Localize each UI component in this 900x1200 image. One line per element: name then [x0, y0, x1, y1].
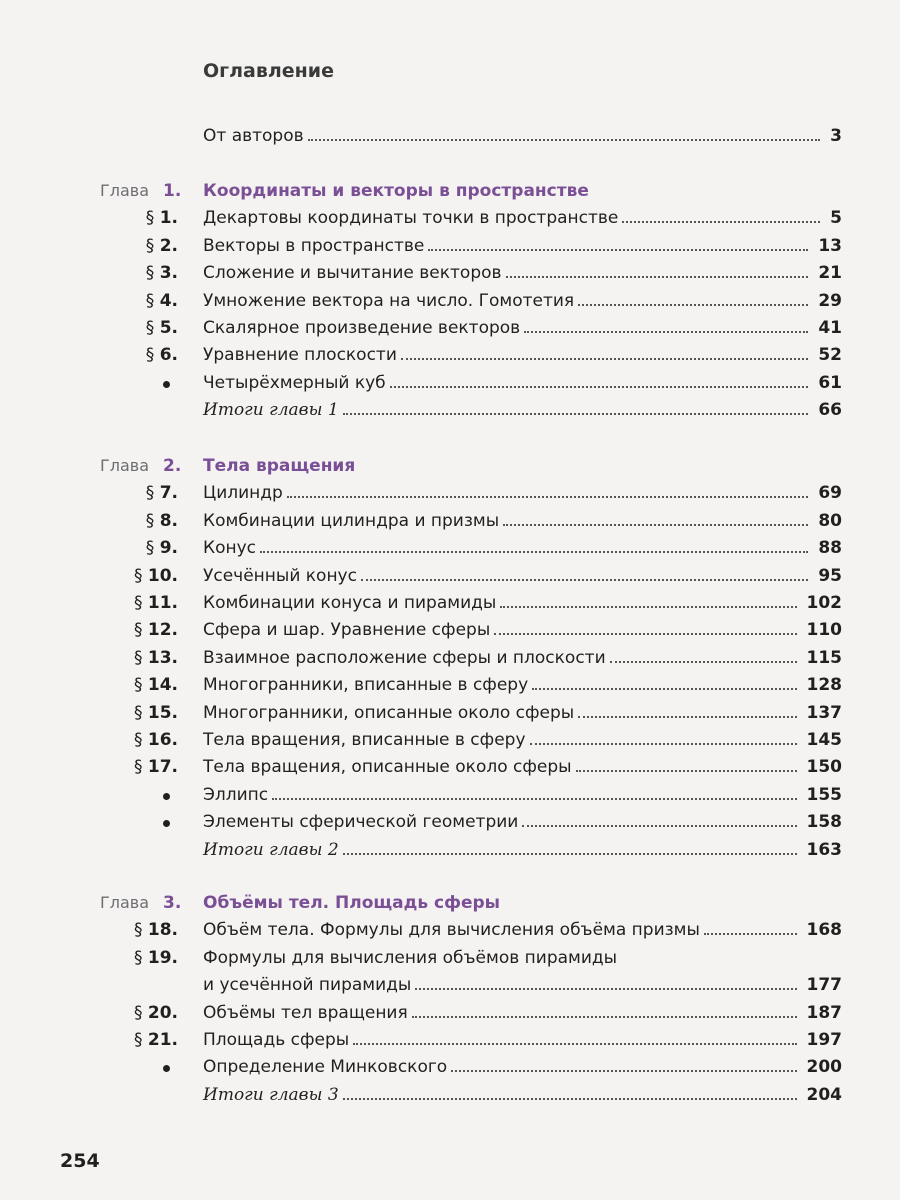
section-number: [134, 590, 178, 616]
section-num: 8.: [159, 510, 178, 531]
dot-leader: [412, 1016, 797, 1018]
toc-row[interactable]: [0, 972, 900, 998]
chapter-title: Объёмы тел. Площадь сферы: [203, 893, 501, 913]
toc-row[interactable]: [0, 590, 900, 616]
dot-leader: [343, 853, 797, 855]
section-num: 17.: [147, 757, 178, 778]
page-ref: 88: [818, 538, 842, 559]
section-number: [146, 342, 178, 368]
dot-leader: [415, 988, 796, 990]
section-num: 15.: [147, 702, 178, 723]
toc-row[interactable]: [0, 1082, 900, 1108]
section-number: [146, 315, 178, 341]
section-sign: §: [133, 702, 148, 723]
page-ref: 3: [830, 126, 842, 146]
section-sign: §: [133, 1030, 148, 1050]
section-number: [146, 535, 178, 561]
dot-leader: [451, 1070, 796, 1072]
section-sign: §: [145, 208, 160, 229]
dot-leader: [494, 633, 796, 635]
entry-label: Объёмы тел вращения: [203, 1002, 408, 1023]
toc-entry[interactable]: [203, 370, 842, 396]
toc-row[interactable]: [0, 342, 900, 368]
page-ref: 21: [818, 263, 842, 284]
section-number: [134, 645, 178, 671]
chapter-heading: [0, 178, 900, 204]
dot-leader: [578, 304, 808, 306]
entry-label: Взаимное расположение сферы и плоскости: [203, 647, 606, 668]
section-num: 1.: [159, 208, 178, 229]
section-num: 10.: [147, 565, 178, 586]
toc-entry[interactable]: [203, 233, 842, 259]
toc-entry[interactable]: [203, 972, 842, 998]
chapter-number: 2.: [163, 456, 182, 476]
toc-row[interactable]: [0, 397, 900, 423]
toc-row[interactable]: [0, 945, 900, 971]
chapter-title-wrap: [203, 178, 842, 204]
toc-entry[interactable]: [203, 480, 842, 506]
toc-entry[interactable]: [203, 727, 842, 753]
toc-entry[interactable]: [203, 672, 842, 698]
toc-row[interactable]: [0, 617, 900, 643]
section-sign: §: [133, 593, 148, 613]
entry-label: Объём тела. Формулы для вычисления объёма призмы: [203, 920, 700, 941]
toc-entry[interactable]: [203, 1000, 842, 1026]
dot-leader: [622, 221, 820, 223]
toc-entry[interactable]: [203, 945, 842, 971]
toc-entry[interactable]: [203, 1027, 842, 1053]
chapter-title: Координаты и векторы в пространстве: [203, 181, 589, 201]
entry-label: Четырёхмерный куб: [203, 372, 386, 393]
page-ref: 61: [818, 372, 842, 393]
dot-leader: [272, 798, 796, 800]
page-ref: 13: [818, 235, 842, 256]
intro-label: От авторов: [203, 126, 304, 146]
entry-label: Тела вращения, вписанные в сферу: [203, 730, 526, 750]
toc-row[interactable]: [0, 480, 900, 506]
toc-entry[interactable]: [203, 123, 842, 149]
section-sign: §: [145, 538, 160, 559]
section-num: 21.: [147, 1030, 178, 1050]
section-sign: §: [133, 920, 148, 941]
toc-row[interactable]: [0, 123, 900, 149]
toc-row[interactable]: [0, 645, 900, 671]
toc-entry[interactable]: [203, 260, 842, 286]
section-sign: §: [133, 947, 148, 968]
dot-leader: [361, 579, 808, 581]
toc-row[interactable]: [0, 563, 900, 589]
page-ref: 102: [806, 593, 842, 613]
toc-row[interactable]: [0, 837, 900, 863]
bullet-icon: [163, 1065, 170, 1072]
entry-label: Усечённый конус: [203, 565, 357, 586]
section-sign: §: [133, 647, 148, 668]
section-num: 14.: [147, 675, 178, 696]
section-num: 3.: [159, 263, 178, 284]
section-num: 9.: [159, 538, 178, 559]
page-ref: 204: [806, 1084, 842, 1105]
toc-row[interactable]: [0, 672, 900, 698]
dot-leader: [428, 249, 808, 251]
section-number: [134, 1027, 178, 1053]
summary-label: Итоги главы 2: [203, 839, 339, 860]
section-number: [134, 917, 178, 943]
page-ref: 197: [806, 1030, 842, 1050]
section-number: [134, 727, 178, 753]
dot-leader: [353, 1043, 796, 1045]
bullet-icon: [163, 820, 170, 827]
page-ref: 155: [806, 784, 842, 805]
section-sign: §: [145, 510, 160, 531]
page-ref: 115: [806, 647, 842, 668]
section-sign: §: [145, 290, 160, 311]
page-ref: 158: [806, 812, 842, 833]
chapter-number: 3.: [163, 893, 182, 913]
dot-leader: [704, 933, 797, 935]
page-ref: 5: [830, 208, 842, 229]
entry-label: Цилиндр: [203, 483, 283, 504]
chapter-word: Глава: [100, 893, 150, 912]
section-num: 5.: [159, 318, 178, 338]
dot-leader: [503, 524, 808, 526]
page-ref: 177: [806, 975, 842, 996]
entry-label: Декартовы координаты точки в пространстве: [203, 208, 619, 229]
toc-row[interactable]: [0, 809, 900, 835]
entry-label: Комбинации конуса и пирамиды: [203, 593, 497, 613]
page-number: 254: [60, 1150, 100, 1172]
toc-row[interactable]: [0, 315, 900, 341]
entry-label: Сфера и шар. Уравнение сферы: [203, 620, 491, 641]
toc-entry[interactable]: [203, 917, 842, 943]
page-ref: 41: [818, 318, 842, 338]
section-sign: §: [133, 620, 148, 641]
toc-entry[interactable]: [203, 809, 842, 835]
page-ref: 137: [806, 702, 842, 723]
chapter-title-wrap: [203, 453, 842, 479]
toc-entry[interactable]: [203, 342, 842, 368]
section-sign: §: [145, 483, 160, 504]
entry-label: Многогранники, вписанные в сферу: [203, 675, 529, 696]
section-num: 20.: [147, 1002, 178, 1023]
toc-entry[interactable]: [203, 397, 842, 423]
dot-leader: [530, 743, 797, 745]
section-sign: §: [145, 263, 160, 284]
dot-leader: [401, 358, 808, 360]
toc-entry[interactable]: [203, 535, 842, 561]
dot-leader: [500, 606, 796, 608]
dot-leader: [610, 661, 797, 663]
section-sign: §: [133, 730, 148, 750]
toc-entry[interactable]: [203, 782, 842, 808]
entry-label: Сложение и вычитание векторов: [203, 263, 502, 284]
section-number: [146, 508, 178, 534]
dot-leader: [260, 551, 808, 553]
toc-entry[interactable]: [203, 288, 842, 314]
dot-leader: [287, 496, 809, 498]
dot-leader: [576, 770, 797, 772]
toc-row[interactable]: [0, 700, 900, 726]
page-ref: 163: [806, 839, 842, 860]
page-ref: 29: [818, 290, 842, 311]
toc-entry[interactable]: [203, 700, 842, 726]
entry-label: Эллипс: [203, 784, 269, 805]
toc-entry[interactable]: [203, 837, 842, 863]
section-sign: §: [133, 1002, 148, 1023]
dot-leader: [308, 139, 821, 141]
section-number: [134, 563, 178, 589]
section-num: 11.: [147, 593, 178, 613]
dot-leader: [506, 276, 809, 278]
toc-row[interactable]: [0, 288, 900, 314]
chapter-heading: [0, 453, 900, 479]
entry-label: Комбинации цилиндра и призмы: [203, 510, 500, 531]
section-sign: §: [133, 757, 148, 778]
toc-row[interactable]: [0, 917, 900, 943]
toc-entry[interactable]: [203, 315, 842, 341]
dot-leader: [578, 716, 796, 718]
bullet-icon: [163, 381, 170, 388]
section-sign: §: [133, 565, 148, 586]
toc-row[interactable]: [0, 370, 900, 396]
page-ref: 80: [818, 510, 842, 531]
page-ref: 110: [806, 620, 842, 641]
toc-entry[interactable]: [203, 205, 842, 231]
section-num: 2.: [159, 235, 178, 256]
page-title: Оглавление: [203, 60, 334, 82]
toc-entry[interactable]: [203, 617, 842, 643]
section-number: [134, 700, 178, 726]
dot-leader: [343, 1098, 797, 1100]
page-ref: 52: [818, 345, 842, 366]
dot-leader: [524, 331, 808, 333]
section-number: [146, 205, 178, 231]
page-ref: 95: [818, 565, 842, 586]
dot-leader: [343, 413, 809, 415]
entry-label: Умножение вектора на число. Гомотетия: [203, 290, 575, 311]
chapter-word: Глава: [100, 181, 150, 200]
page-ref: 187: [806, 1002, 842, 1023]
toc-row[interactable]: [0, 1000, 900, 1026]
section-number: [134, 672, 178, 698]
section-sign: §: [145, 318, 160, 338]
toc-row[interactable]: [0, 727, 900, 753]
section-number: [134, 754, 178, 780]
toc-entry[interactable]: [203, 754, 842, 780]
section-num: 7.: [159, 483, 178, 504]
entry-label: Многогранники, описанные около сферы: [203, 702, 575, 723]
page-ref: 66: [818, 400, 842, 421]
section-sign: §: [145, 235, 160, 256]
section-number: [134, 945, 178, 971]
page-ref: 128: [806, 675, 842, 696]
summary-label: Итоги главы 3: [203, 1084, 339, 1105]
toc-row[interactable]: [0, 782, 900, 808]
section-number: [146, 233, 178, 259]
entry-label-continued: и усечённой пирамиды: [203, 975, 412, 996]
chapter-heading: [0, 890, 900, 916]
entry-label: Скалярное произведение векторов: [203, 318, 521, 338]
entry-label: Формулы для вычисления объёмов пирамиды: [203, 947, 618, 968]
section-number: [146, 260, 178, 286]
section-num: 16.: [147, 730, 178, 750]
toc-row[interactable]: [0, 1027, 900, 1053]
chapter-word: Глава: [100, 456, 150, 475]
entry-label: Уравнение плоскости: [203, 345, 397, 366]
section-number: [134, 1000, 178, 1026]
bullet-icon: [163, 793, 170, 800]
toc-entry[interactable]: [203, 563, 842, 589]
dot-leader: [390, 386, 809, 388]
toc-entry[interactable]: [203, 1082, 842, 1108]
toc-entry[interactable]: [203, 645, 842, 671]
section-number: [146, 288, 178, 314]
page-ref: 69: [818, 483, 842, 504]
toc-entry[interactable]: [203, 590, 842, 616]
toc-entry[interactable]: [203, 508, 842, 534]
section-num: 4.: [159, 290, 178, 311]
section-num: 12.: [147, 620, 178, 641]
entry-label: Элементы сферической геометрии: [203, 812, 519, 833]
dot-leader: [522, 825, 796, 827]
entry-label: Конус: [203, 538, 256, 559]
toc-row[interactable]: [0, 535, 900, 561]
toc-row[interactable]: [0, 1054, 900, 1080]
toc-row[interactable]: [0, 205, 900, 231]
chapter-title: Тела вращения: [203, 456, 356, 476]
page-ref: 168: [806, 920, 842, 941]
section-num: 19.: [147, 947, 178, 968]
section-sign: §: [133, 675, 148, 696]
chapter-title-wrap: [203, 890, 842, 916]
section-num: 6.: [159, 345, 178, 366]
page-ref: 150: [806, 757, 842, 778]
toc-row[interactable]: [0, 260, 900, 286]
toc-row[interactable]: [0, 508, 900, 534]
section-num: 13.: [147, 647, 178, 668]
chapter-number: 1.: [163, 181, 182, 201]
section-sign: §: [145, 345, 160, 366]
toc-row[interactable]: [0, 233, 900, 259]
section-number: [134, 617, 178, 643]
toc-entry[interactable]: [203, 1054, 842, 1080]
page-ref: 200: [806, 1057, 842, 1078]
dot-leader: [532, 688, 796, 690]
page-ref: 145: [806, 730, 842, 750]
section-number: [146, 480, 178, 506]
entry-label: Площадь сферы: [203, 1030, 350, 1050]
toc-row[interactable]: [0, 754, 900, 780]
entry-label: Определение Минковского: [203, 1057, 448, 1078]
entry-label: Векторы в пространстве: [203, 235, 425, 256]
entry-label: Тела вращения, описанные около сферы: [203, 757, 572, 778]
section-num: 18.: [147, 920, 178, 941]
summary-label: Итоги главы 1: [203, 400, 339, 421]
